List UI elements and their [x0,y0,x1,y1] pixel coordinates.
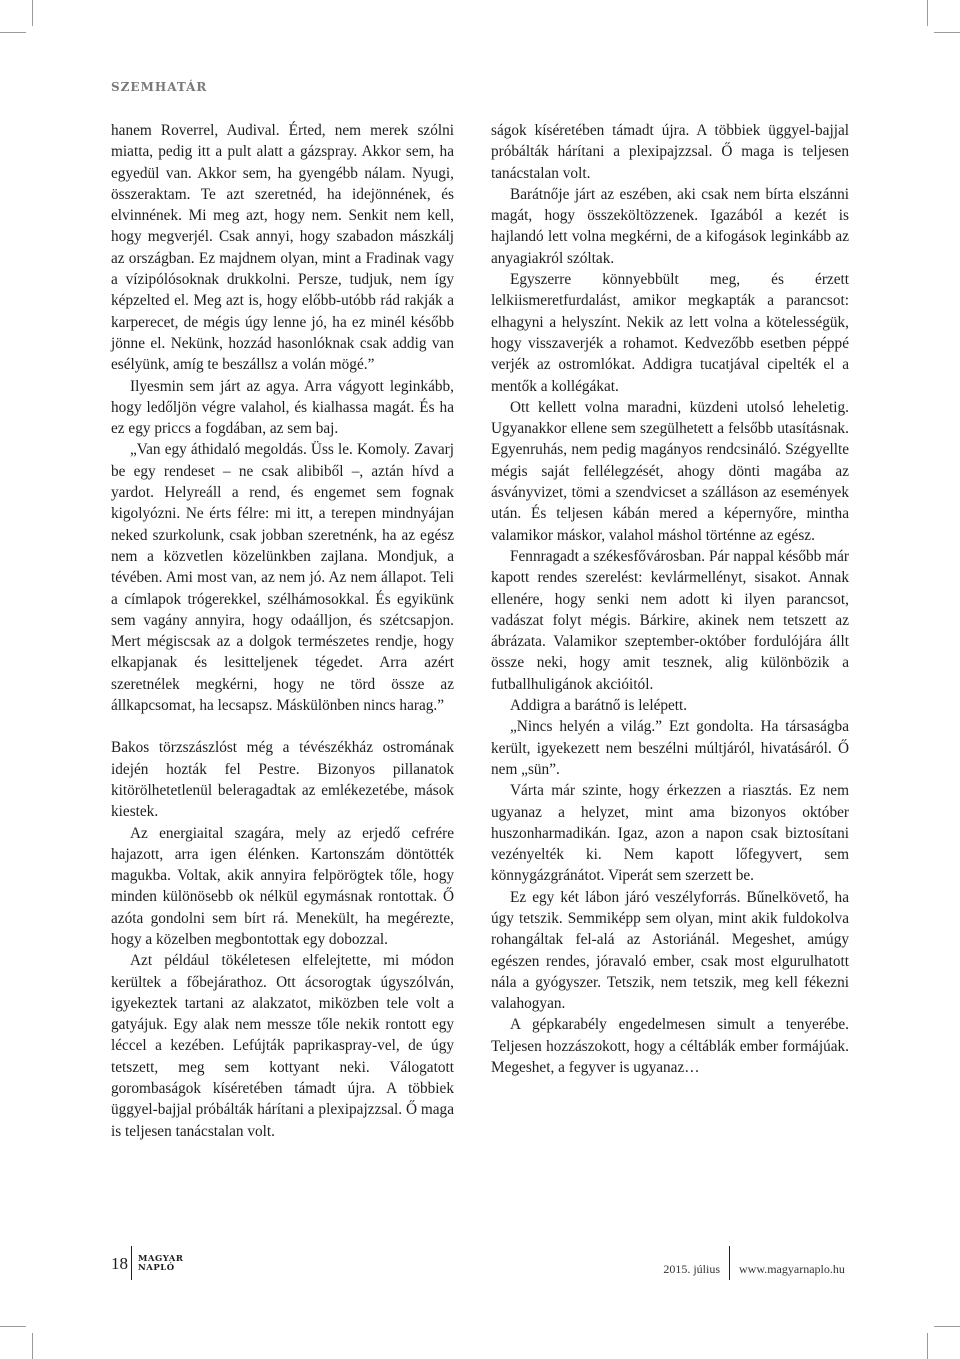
logo-line-2: NAPLÓ [138,1263,175,1273]
paragraph: Ilyesmin sem járt az agya. Arra vágyott leginkább, hogy ledőljön végre valahol, és kialhassa magát. És ha ez egy priccs a fogdában, az sem baj. [111,377,454,438]
crop-mark-bottom-right-h [934,1326,960,1327]
running-head: SZEMHATÁR [111,80,208,94]
paragraph: Várta már szinte, hogy érkezzen a riasztás. Ez nem ugyanaz a helyzet, mint ama bizonyos október huszonharmadikán. Igaz, azon a napon csak biztosítani vezényelték ki. Nem kapott lőfegyvert, sem könnygázgránátot. Viperát sem szerzett be. [491,782,849,885]
crop-mark-top-right-v [927,0,928,26]
paragraph: Az energiaital szagára, mely az erjedő cefrére hajazott, arra igen élénken. Kartonszám döntötték magukba. Voltak, akik annyira felpörögtek tőle, hogy minden különösebb ok nélkül egymásnak rontottak. Ő azóta gondolni sem bírt rá. Menekült, ha megérezte, hogy a közelben megbontottak egy dobozzal. [111,824,454,948]
website-url: www.magyarnaplo.hu [739,1262,845,1276]
paragraph: Egyszerre könnyebbült meg, és érzett lelkiismeretfurdalást, amikor megkapták a parancsot: elhagyni a helyszínt. Nekik az lett volna a kötelességük, hogy visszaverjék a rohamot. Kedvezőbb esetben péppé verjék az ostromlókat. Addigra tucatjával cipelték el a mentők a kollégákat. [491,271,849,395]
right-column [491,120,849,1078]
paragraph: Fennragadt a székesfővárosban. Pár nappal később már kapott rendes szerelést: kevlármellényt, sisakot. Annak ellenére, hogy senki nem adott ki ilyen parancsot, vadászat folyt mégis. Bárkire, akinek nem tetszett az ábrázata. Valamikor szeptember-október fordulójára állt össze neki, hogy amit tesznek, alig különbözik a futballhuligánok akcióitól. [491,547,849,693]
crop-mark-bottom-right-v [927,1333,928,1359]
footer-divider-left [131,1246,132,1280]
paragraph: Ez egy két lábon járó veszélyforrás. Bűnelkövető, ha úgy tetszik. Semmiképp sem olyan, mint akik fuldokolva rohangáltak fel-alá az Astoriánál. Megeshet, amúgy egészen rendes, jóravaló ember, csak most elgurulhatott nála a gyógyszer. Tetszik, nem tetszik, meg kell fékezni valahogyan. [491,888,849,1013]
crop-mark-bottom-left-v [32,1333,33,1359]
paragraph: A gépkarabély engedelmesen simult a tenyerébe. Teljesen hozzászokott, hogy a céltáblák ember formájúak. Megeshet, a fegyver is ugyanaz… [491,1016,849,1077]
paragraph: ságok kíséretében támadt újra. A többiek üggyel-bajjal próbálták hárítani a plexipajzzsal. Ő maga is teljesen tanácstalan volt. [491,122,849,182]
paragraph: Barátnője járt az eszében, aki csak nem bírta elszánni magát, hogy összeköltözzenek. Igazából a kezét is hajlandó lett volna megkérni, de a kifogások leginkább az anyagiakról szóltak. [491,185,849,267]
paragraph: Bakos törzszászlóst még a tévészékház ostromának idején hozták fel Pestre. Bizonyos pillanatok kitörölhetetlenül beleragadtak az emlékezetébe, mások kiestek. [111,739,454,821]
paragraph: Ott kellett volna maradni, küzdeni utolsó leheletig. Ugyanakkor ellene sem szegülhetett a felsőbb utasításnak. Egyenruhás, nem pedig magányos rendcsináló. Szégyellte mégis saját fellélegzését, ahogy dönti magába az ásványvizet, tömi a szendvicset a szálláson az események után. És teljesen kábán mered a képernyőre, mintha valamikor máskor, valahol máshol történne az egész. [491,398,849,544]
paragraph: „Van egy áthidaló megoldás. Üss le. Komoly. Zavarj be egy rendeset – ne csak alibiből –, aztán hívd a yardot. Helyreáll a rend, és engemet sem fognak kigolyózni. Ne érts félre: mi itt, a terepen mindnyájan neked szurkolunk, csak jobban szeretnénk, ha az egész nem a közvetlen közelünkben zajlana. Mondjuk, a tévében. Ami most van, az nem jó. Az nem állapot. Teli a címlapok trógerekkel, szélhámosokkal. És egyikünk sem vagány annyira, hogy odaálljon, és szétcsapjon. Mert mégiscsak az a dolgok természetes rendje, hogy elkapjanak és lesitteljenek tégedet. Arra azért szeretnélek megkérni, hogy ne törd össze az állkapcsomat, ha lecsapsz. Máskülönben nincs harag.” [111,441,454,715]
paragraph: Azt például tökéletesen elfelejtette, mi módon kerültek a főbejárathoz. Ott ácsorogtak úgyszólván, igyekeztek tartani az alakzatot, miközben tele volt a gatyájuk. Egy alak nem messze tőle nekik rontott egy léccel a kezében. Lefújták paprikaspray-vel, de úgy tetszett, meg sem kottyant neki. Válogatott gorombaságok kíséretében támadt újra. A többiek üggyel-bajjal próbálták hárítani a plexipajzzsal. Ő maga is teljesen tanácstalan volt. [111,952,454,1140]
issue-date: 2015. július [663,1262,720,1276]
footer-divider-right [729,1246,730,1280]
paragraph: Addigra a barátnő is lelépett. [510,697,688,715]
crop-mark-bottom-left-h [0,1326,26,1327]
logo-line-1: MAGYAR [138,1254,184,1264]
paragraph: hanem Roverrel, Audival. Érted, nem merek szólni miatta, pedig itt a pult alatt a gázspray. Akkor sem, ha egyedül van. Akkor sem, ha gyengébb nálam. Nyugi, összeraktam. Te azt szeretnéd, ha idejönnének, és elvinnének. Mi meg azt, hogy nem. Senkit nem kell, hogy megverjél. Csak annyi, hogy szabadon mászkálj az országban. Ez majdnem olyan, mint a Fradinak vagy a vízipólósoknak drukkolni. Persze, tudjuk, nem így képzelted el. Meg azt is, hogy előbb-utóbb rád rakják a karperecet, de mégis úgy lenne jó, ha ez minél később jönne el. Nekünk, hozzád hasonlóknak csak addig van esélyünk, amíg te beszállsz a volán mögé.” [111,122,454,374]
crop-mark-top-left-h [0,32,26,33]
paragraph: „Nincs helyén a világ.” Ezt gondolta. Ha társaságba került, igyekezett nem beszélni múltjáról, hivatásáról. Ő nem „sün”. [491,718,849,778]
crop-mark-top-left-v [32,0,33,26]
page-number: 18 [111,1254,128,1273]
left-column [111,120,454,1142]
crop-mark-top-right-h [934,32,960,33]
magazine-logo [138,1255,183,1273]
